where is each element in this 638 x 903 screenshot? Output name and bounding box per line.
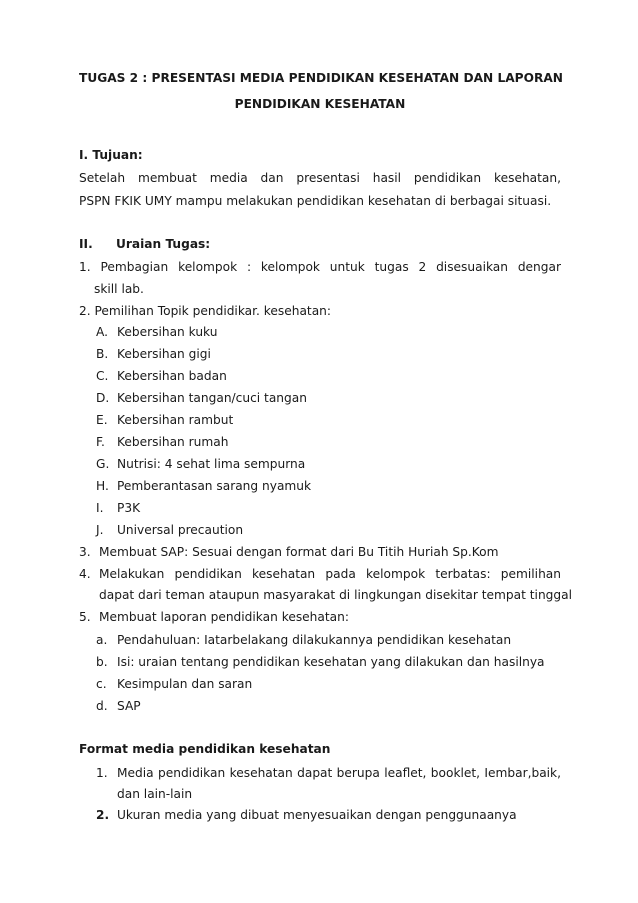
format-item-1-line-2: dan lain-lain bbox=[117, 787, 193, 801]
report-item-marker: d. bbox=[96, 699, 108, 713]
task-item-3: Membuat SAP: Sesuai dengan format dari Bu Titih Huriah Sp.Kom bbox=[99, 545, 499, 559]
section-1-text-line-1: Setelah membuat media dan presentasi hasil pendidikan kesehatan, bbox=[79, 171, 561, 185]
report-item-marker: a. bbox=[96, 633, 108, 647]
task-item-1-line-1: 1. Pembagian kelompok : kelompok untuk tugas 2 disesuaikan dengar bbox=[79, 260, 561, 274]
report-item: Pendahuluan: Iatarbelakang dilakukannya pendidikan kesehatan bbox=[117, 633, 512, 647]
topic-marker: C. bbox=[96, 369, 109, 383]
title-line-1: TUGAS 2 : PRESENTASI MEDIA PENDIDIKAN KESEHATAN DAN LAPORAN bbox=[79, 71, 563, 85]
report-item: SAP bbox=[117, 699, 141, 713]
topic-item: Kebersihan kuku bbox=[117, 325, 218, 339]
topic-item: Kebersihan gigi bbox=[117, 347, 211, 361]
task-item-2: 2. Pemilihan Topik pendidikar. kesehatan: bbox=[79, 304, 332, 318]
report-item-marker: b. bbox=[96, 655, 108, 669]
section-2-heading: Uraian Tugas: bbox=[116, 237, 211, 251]
section-1-text-line-2: PSPN FKIK UMY mampu melakukan pendidikan kesehatan di berbagai situasi. bbox=[79, 194, 552, 208]
topic-marker: E. bbox=[96, 413, 108, 427]
topic-marker: D. bbox=[96, 391, 110, 405]
format-heading: Format media pendidikan kesehatan bbox=[79, 742, 331, 756]
task-item-4-line-1: Melakukan pendidikan kesehatan pada kelompok terbatas: pemilihan bbox=[99, 567, 561, 581]
topic-item: Kebersihan rumah bbox=[117, 435, 229, 449]
topic-item: Nutrisi: 4 sehat lima sempurna bbox=[117, 457, 306, 471]
topic-item: Pemberantasan sarang nyamuk bbox=[117, 479, 312, 493]
topic-marker: I. bbox=[96, 501, 104, 515]
task-item-4-line-2: dapat dari teman ataupun masyarakat di lingkungan disekitar tempat tinggal bbox=[99, 588, 572, 602]
topic-marker: A. bbox=[96, 325, 108, 339]
task-item-5: Membuat laporan pendidikan kesehatan: bbox=[99, 610, 349, 624]
title-line-2: PENDIDIKAN KESEHATAN bbox=[234, 97, 406, 111]
topic-marker: H. bbox=[96, 479, 109, 493]
format-item-1-marker: 1. bbox=[96, 766, 108, 780]
report-item-marker: c. bbox=[96, 677, 107, 691]
topic-item: Universal precaution bbox=[117, 523, 244, 537]
topic-marker: B. bbox=[96, 347, 109, 361]
topic-item: Kebersihan badan bbox=[117, 369, 227, 383]
format-item-2-marker: 2. bbox=[96, 808, 110, 822]
topic-marker: G. bbox=[96, 457, 110, 471]
report-item: Kesimpulan dan saran bbox=[117, 677, 253, 691]
section-2-number: II. bbox=[79, 237, 93, 251]
task-item-3-marker: 3. bbox=[79, 545, 91, 559]
topic-item: Kebersihan rambut bbox=[117, 413, 234, 427]
task-item-1-line-2: skill lab. bbox=[94, 282, 144, 296]
section-1-heading: I. Tujuan: bbox=[79, 148, 143, 162]
format-item-2: Ukuran media yang dibuat menyesuaikan dengan penggunaanya bbox=[117, 808, 517, 822]
topic-item: P3K bbox=[117, 501, 141, 515]
format-item-1-line-1: Media pendidikan kesehatan dapat berupa leaflet, booklet, Iembar,baik, bbox=[117, 766, 561, 780]
topic-item: Kebersihan tangan/cuci tangan bbox=[117, 391, 307, 405]
topic-marker: F. bbox=[96, 435, 105, 449]
topic-marker: J. bbox=[96, 523, 104, 537]
task-item-4-marker: 4. bbox=[79, 567, 91, 581]
report-item: Isi: uraian tentang pendidikan kesehatan yang dilakukan dan hasilnya bbox=[117, 655, 545, 669]
task-item-5-marker: 5. bbox=[79, 610, 91, 624]
